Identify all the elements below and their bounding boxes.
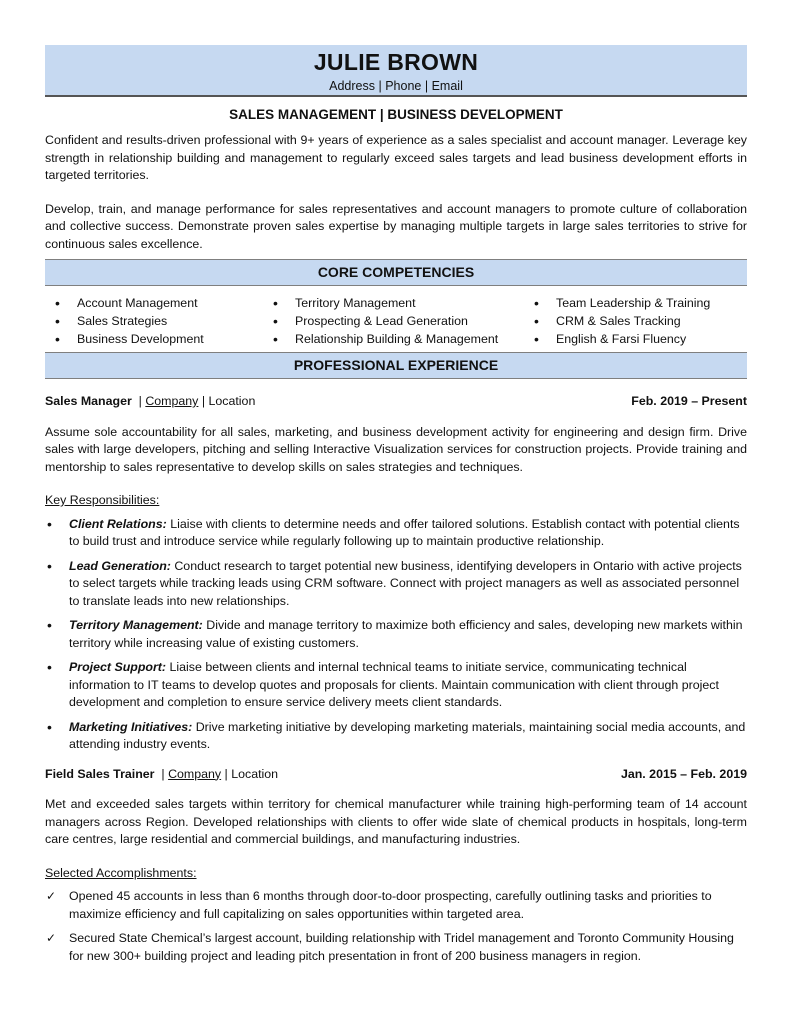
competency-item: • CRM & Sales Tracking [524,312,744,330]
item-text: Conduct research to target potential new business, identifying developers in Ontario with active projects to select targets while tracking leads using CRM software. Connect with project managers as well as associated personnel to translate leads into new relationships. [69,558,742,608]
summary-paragraph: Develop, train, and manage performance for sales representatives and account managers to promote culture of collaboration and collective success. Demonstrate proven sales expertise by managing multiple targets in large sales territories to strive for continuous sales excellence. [45,201,747,251]
candidate-name: JULIE BROWN [313,49,479,75]
job-dates: Jan. 2015 – Feb. 2019 [620,766,747,781]
job-separator: | [221,766,232,781]
contact-phone: Phone [385,79,422,93]
competency-item: • Sales Strategies [45,312,263,330]
checkmark-icon: ✓ [46,931,57,945]
job-title-line [45,766,278,784]
list-item [45,516,747,551]
competencies-column [524,294,744,348]
job-title: Field Sales Trainer [45,766,155,781]
responsibilities-list [45,516,747,754]
section-heading-competencies: CORE COMPETENCIES [45,259,747,286]
list-item [45,659,747,712]
item-label: Marketing Initiatives: [69,719,193,734]
list-item [45,888,747,923]
item-text: Divide and manage territory to maximize both efficiency and sales, developing new markets within territory while increasing value of existing customers. [69,618,743,650]
item-text: Liaise with clients to determine needs and offer tailored solutions. Establish contact with potential clients to build trust and introduce service while regularly following up to maintain productive relationship. [69,516,740,548]
item-label: Lead Generation: [69,558,171,573]
job-description: Met and exceeded sales targets within territory for chemical manufacturer while training high-performing team of 14 account managers across Region. Developed relationships with clients to offer wide slate of chemical products in hospitals, long-term care centres, large residential and commercial buildings, and manufacturing industries. [45,797,747,846]
job-company: Company [168,766,222,781]
item-label: Territory Management: [69,618,203,632]
competency-item: • Prospecting & Lead Generation [263,312,524,330]
contact-separator: | [424,79,429,93]
list-item [45,930,747,965]
job-dates: Feb. 2019 – Present [631,394,747,408]
contact-address: Address [329,79,375,93]
competency-item: • Team Leadership & Training [524,294,744,312]
competencies-column [263,294,524,348]
job-separator: | [157,766,169,781]
item-text: Secured State Chemical’s largest account, building relationship with Tridel management and Toronto Community Housing for new 300+ building project and leading pitch presentation in front of 200 business managers in region. [69,931,734,963]
job-location: Location [231,766,279,781]
job-header [45,766,747,784]
competency-item: • Account Management [45,294,263,312]
list-item [45,558,747,611]
job-title: Sales Manager [45,394,132,408]
professional-headline: SALES MANAGEMENT | BUSINESS DEVELOPMENT [229,107,563,122]
job-separator: | [135,394,146,408]
item-text: Opened 45 accounts in less than 6 months through door-to-door prospecting, carefully outlining tasks and priorities to maximize efficiency and full capitalizing on sales opportunities within targeted area. [69,889,712,921]
list-item [45,617,747,652]
header-band [45,45,747,95]
competencies-grid [45,286,747,352]
competencies-column [45,294,263,348]
accomplishments-list [45,888,747,965]
responsibilities-heading: Key Responsibilities: [45,493,160,507]
job-description: Assume sole accountability for all sales, marketing, and business development activity for engineering and design firm. Drive sales with large developers, pitching and selling Interactive Visualization services for construction projects. Provide training and mentorship to sales representative to develop skills on sales strategies and techniques. [45,424,747,474]
job-header [45,393,747,411]
accomplishments-heading: Selected Accomplishments: [45,865,197,880]
list-item [45,719,747,754]
checkmark-icon: ✓ [46,889,57,903]
contact-separator: | [378,79,382,93]
header-divider [45,95,747,97]
item-label: Project Support: [69,660,167,674]
competency-item: • Relationship Building & Management [263,330,524,348]
job-title-line [45,393,255,411]
job-separator: | [198,394,209,408]
item-text: Drive marketing initiative by developing marketing materials, maintaining social media accounts, and attending industry events. [69,719,746,751]
competency-item: • Territory Management [263,294,524,312]
competency-item: • English & Farsi Fluency [524,330,744,348]
competency-item: • Business Development [45,330,263,348]
item-label: Client Relations: [69,516,167,531]
section-heading-experience: PROFESSIONAL EXPERIENCE [45,352,747,379]
job-company: Company [145,394,199,408]
contact-line [45,78,747,94]
summary-paragraph: Confident and results-driven professional with 9+ years of experience as a sales specialist and account manager. Leverage key strength in relationship building and management to regularly exceed sales targets and lead business development efforts in targeted territories. [45,133,747,182]
resume-page [45,45,747,972]
contact-email: Email [431,79,463,93]
item-text: Liaise between clients and internal technical teams to initiate service, communicating technical information to IT teams to develop quotes and proposals for clients. Maintain communication with client through project development and completion to ensure service delivery meets client standards. [69,660,719,709]
job-location: Location [208,394,256,408]
